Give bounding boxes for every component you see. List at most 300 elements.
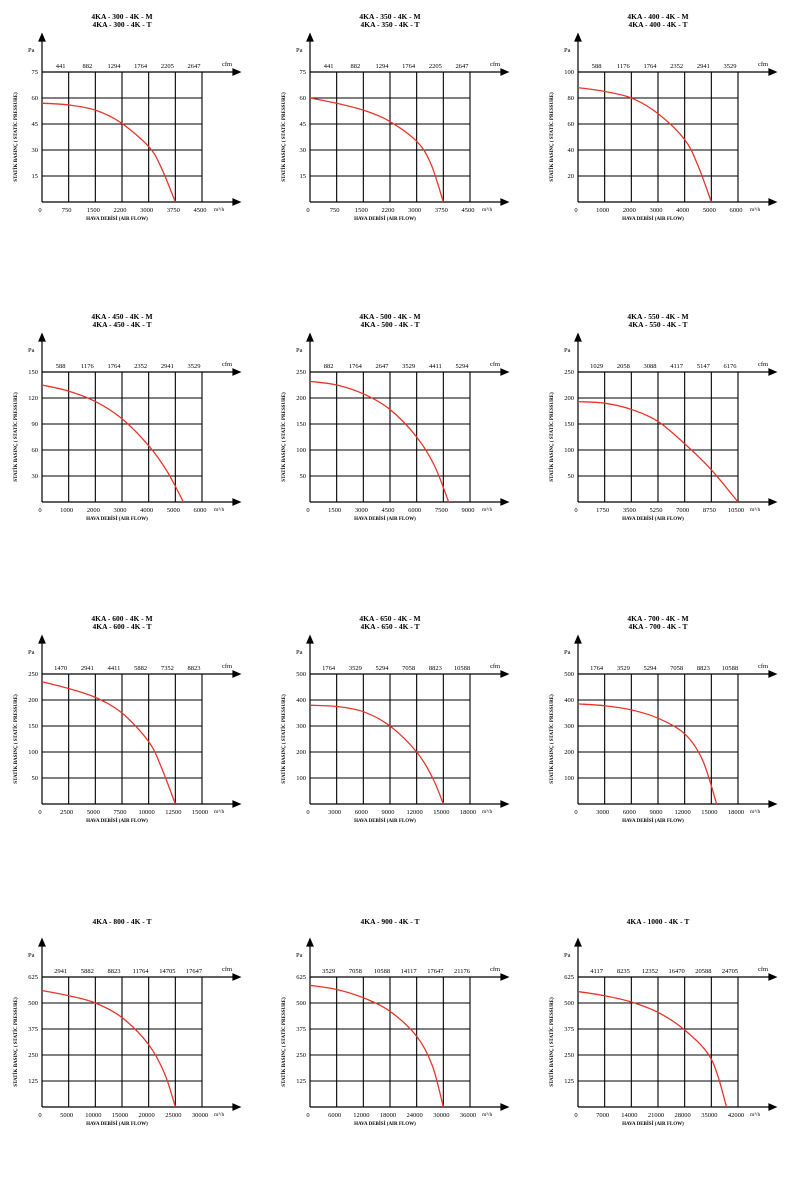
x-tick-label: 2000	[86, 507, 100, 514]
cfm-tick-label: 2647	[187, 63, 201, 70]
chart-svg	[268, 915, 536, 1140]
y-tick-label: 60	[299, 95, 306, 102]
cfm-tick-label: 4117	[670, 363, 684, 370]
fan-curve	[578, 704, 717, 804]
cfm-tick-label: 10588	[453, 665, 471, 672]
cfm-tick-label: 2058	[616, 363, 630, 370]
origin-label: 0	[306, 1112, 310, 1119]
x-tick-label: 5250	[649, 507, 663, 514]
cfm-unit-label: cfm	[222, 663, 233, 670]
cfm-axis-arrow	[769, 69, 776, 75]
y-axis-arrow	[307, 34, 313, 41]
x-tick-label: 2000	[622, 207, 636, 214]
x-axis-title: HAVA DEBİSİ (AIR FLOW)	[622, 217, 684, 222]
chart-title: 4KA - 500 - 4K - T	[360, 320, 420, 329]
chart-svg	[268, 612, 536, 837]
cfm-tick-label: 24705	[721, 968, 739, 975]
y-tick-label: 300	[564, 723, 574, 730]
cfm-tick-label: 2941	[54, 968, 68, 975]
chart-title: 4KA - 600 - 4K - M	[91, 614, 153, 623]
x-axis-title: HAVA DEBİSİ (AIR FLOW)	[354, 819, 416, 824]
x-tick-label: 24000	[406, 1112, 423, 1119]
fan-chart-5	[268, 310, 536, 593]
cfm-tick-label: 2205	[428, 63, 442, 70]
y-tick-label: 100	[296, 447, 306, 454]
x-tick-label: 3500	[622, 507, 636, 514]
cfm-tick-label: 14705	[159, 968, 176, 975]
chart-svg	[536, 310, 804, 535]
y-tick-label: 150	[28, 369, 38, 376]
chart-title: 4KA - 300 - 4K - M	[91, 12, 153, 21]
x-tick-label: 9000	[461, 507, 475, 514]
cfm-tick-label: 2647	[455, 63, 469, 70]
fan-chart-7	[0, 612, 268, 895]
x-tick-label: 12000	[674, 809, 691, 816]
chart-title: 4KA - 800 - 4K - T	[92, 917, 152, 926]
x-tick-label: 4500	[381, 507, 395, 514]
y-tick-label: 15	[31, 173, 38, 180]
cfm-tick-label: 12352	[641, 968, 659, 975]
y-tick-label: 75	[299, 69, 306, 76]
x-axis-title: HAVA DEBİSİ (AIR FLOW)	[86, 517, 148, 522]
y-axis-arrow	[575, 34, 581, 41]
x-tick-label: 4000	[140, 507, 154, 514]
cfm-tick-label: 4117	[590, 968, 604, 975]
y-tick-label: 500	[296, 671, 306, 678]
fan-curve	[42, 385, 183, 502]
cfm-tick-label: 1764	[590, 665, 604, 672]
cfm-tick-label: 882	[350, 63, 361, 70]
cfm-axis-arrow	[501, 974, 508, 980]
cfm-axis-arrow	[233, 69, 240, 75]
cfm-tick-label: 2941	[80, 665, 94, 672]
y-axis-title: STATİK BASINÇ ( STATİC PRESSURE)	[550, 92, 555, 182]
y-axis-title: STATİK BASINÇ ( STATİC PRESSURE)	[14, 392, 19, 482]
x-tick-label: 1500	[86, 207, 100, 214]
cfm-tick-label: 3529	[723, 63, 737, 70]
cfm-tick-label: 3529	[322, 968, 336, 975]
x-tick-label: 750	[329, 207, 340, 214]
cfm-tick-label: 16470	[668, 968, 685, 975]
x-tick-label: 2200	[381, 207, 395, 214]
y-tick-label: 200	[28, 697, 38, 704]
y-axis-arrow	[575, 636, 581, 643]
x-tick-label: 4000	[676, 207, 690, 214]
y-unit-label: Pa	[564, 952, 571, 959]
x-tick-label: 21000	[647, 1112, 665, 1119]
cfm-tick-label: 1470	[54, 665, 68, 672]
cfm-axis-arrow	[769, 369, 776, 375]
x-axis-title: HAVA DEBİSİ (AIR FLOW)	[354, 217, 416, 222]
x-axis-title: HAVA DEBİSİ (AIR FLOW)	[622, 1122, 684, 1127]
fan-curve	[310, 381, 449, 502]
x-tick-label: 3750	[166, 207, 180, 214]
cfm-unit-label: cfm	[490, 61, 501, 68]
cfm-tick-label: 3088	[643, 363, 657, 370]
y-tick-label: 40	[567, 147, 574, 154]
y-unit-label: Pa	[28, 649, 35, 656]
origin-label: 0	[574, 1112, 578, 1119]
x-axis-title: HAVA DEBİSİ (AIR FLOW)	[86, 1122, 148, 1127]
y-unit-label: Pa	[296, 952, 303, 959]
x-tick-label: 36000	[459, 1112, 477, 1119]
x-tick-label: 3000	[328, 809, 342, 816]
y-unit-label: Pa	[564, 649, 571, 656]
x-unit-label: m³/h	[214, 809, 225, 815]
cfm-unit-label: cfm	[758, 61, 769, 68]
cfm-tick-label: 2647	[375, 363, 389, 370]
cfm-axis-arrow	[233, 369, 240, 375]
y-axis-title: STATİK BASINÇ ( STATİC PRESSURE)	[14, 92, 19, 182]
cfm-unit-label: cfm	[758, 361, 769, 368]
y-tick-label: 400	[564, 697, 574, 704]
grid	[42, 72, 202, 202]
y-tick-label: 200	[564, 395, 574, 402]
chart-title: 4KA - 400 - 4K - T	[628, 20, 688, 29]
cfm-unit-label: cfm	[490, 361, 501, 368]
y-tick-label: 200	[296, 395, 306, 402]
x-tick-label: 15000	[701, 809, 718, 816]
x-tick-label: 6000	[328, 1112, 342, 1119]
x-unit-label: m³/h	[750, 1112, 761, 1118]
chart-svg	[0, 310, 268, 535]
x-tick-label: 3000	[113, 507, 127, 514]
x-tick-label: 4500	[461, 207, 475, 214]
y-tick-label: 150	[564, 421, 574, 428]
cfm-tick-label: 1294	[107, 63, 121, 70]
chart-svg	[536, 612, 804, 837]
chart-title: 4KA - 550 - 4K - T	[628, 320, 688, 329]
origin-label: 0	[306, 507, 310, 514]
x-unit-label: m³/h	[482, 809, 493, 815]
cfm-tick-label: 14117	[400, 968, 417, 975]
cfm-tick-label: 17647	[185, 968, 203, 975]
y-tick-label: 625	[296, 974, 306, 981]
y-unit-label: Pa	[564, 47, 571, 54]
x-axis-arrow	[769, 801, 776, 807]
origin-label: 0	[38, 507, 42, 514]
x-axis-arrow	[769, 1104, 776, 1110]
cfm-unit-label: cfm	[758, 966, 769, 973]
cfm-tick-label: 1029	[590, 363, 604, 370]
x-tick-label: 6000	[354, 809, 368, 816]
x-tick-label: 6000	[729, 207, 743, 214]
y-tick-label: 60	[567, 121, 574, 128]
x-unit-label: m³/h	[750, 507, 761, 513]
x-tick-label: 12000	[406, 809, 423, 816]
cfm-tick-label: 5882	[80, 968, 94, 975]
cfm-tick-label: 5294	[375, 665, 389, 672]
cfm-axis-arrow	[501, 69, 508, 75]
y-unit-label: Pa	[564, 347, 571, 354]
x-axis-arrow	[501, 1104, 508, 1110]
y-tick-label: 60	[31, 447, 38, 454]
x-tick-label: 5000	[702, 207, 716, 214]
x-tick-label: 6000	[622, 809, 636, 816]
y-tick-label: 200	[296, 749, 306, 756]
chart-title: 4KA - 550 - 4K - M	[627, 312, 689, 321]
cfm-tick-label: 588	[55, 363, 66, 370]
y-tick-label: 50	[299, 473, 306, 480]
chart-title: 4KA - 600 - 4K - T	[92, 622, 152, 631]
cfm-axis-arrow	[233, 671, 240, 677]
y-unit-label: Pa	[28, 347, 35, 354]
cfm-tick-label: 588	[591, 63, 602, 70]
x-tick-label: 7500	[434, 507, 448, 514]
x-tick-label: 1500	[328, 507, 342, 514]
origin-label: 0	[38, 207, 42, 214]
x-tick-label: 18000	[379, 1112, 397, 1119]
x-axis-arrow	[233, 199, 240, 205]
cfm-tick-label: 20588	[695, 968, 712, 975]
chart-title: 4KA - 300 - 4K - T	[92, 20, 152, 29]
cfm-tick-label: 1176	[616, 63, 630, 70]
x-axis-arrow	[501, 499, 508, 505]
cfm-tick-label: 1764	[348, 363, 362, 370]
x-tick-label: 35000	[701, 1112, 718, 1119]
fan-curve	[310, 705, 443, 804]
y-axis-arrow	[39, 334, 45, 341]
x-unit-label: m³/h	[214, 1112, 225, 1118]
cfm-tick-label: 5294	[455, 363, 469, 370]
x-tick-label: 3000	[354, 507, 368, 514]
y-axis-title: STATİK BASINÇ ( STATİC PRESSURE)	[550, 997, 555, 1087]
y-axis-arrow	[307, 939, 313, 946]
x-axis-title: HAVA DEBİSİ (AIR FLOW)	[86, 819, 148, 824]
y-tick-label: 90	[31, 421, 38, 428]
x-tick-label: 1500	[354, 207, 368, 214]
cfm-tick-label: 4411	[107, 665, 121, 672]
fan-chart-11	[268, 915, 536, 1198]
cfm-tick-label: 2941	[696, 63, 710, 70]
x-tick-label: 2500	[60, 809, 74, 816]
cfm-tick-label: 2205	[160, 63, 174, 70]
x-axis-arrow	[501, 801, 508, 807]
x-tick-label: 9000	[649, 809, 663, 816]
y-tick-label: 50	[31, 775, 38, 782]
x-tick-label: 30000	[433, 1112, 450, 1119]
chart-title: 4KA - 350 - 4K - T	[360, 20, 420, 29]
y-axis-arrow	[39, 34, 45, 41]
cfm-tick-label: 3529	[402, 363, 416, 370]
y-tick-label: 60	[31, 95, 38, 102]
cfm-axis-arrow	[501, 671, 508, 677]
fan-curve	[42, 991, 175, 1107]
cfm-tick-label: 882	[323, 363, 334, 370]
y-axis-arrow	[39, 939, 45, 946]
y-tick-label: 500	[28, 1000, 38, 1007]
x-axis-arrow	[233, 499, 240, 505]
chart-svg	[0, 915, 268, 1140]
fan-curve	[578, 88, 711, 202]
x-tick-label: 15000	[111, 1112, 129, 1119]
chart-svg	[0, 10, 268, 235]
y-tick-label: 100	[564, 69, 574, 76]
x-unit-label: m³/h	[482, 1112, 493, 1118]
cfm-tick-label: 11764	[132, 968, 149, 975]
cfm-tick-label: 882	[82, 63, 93, 70]
x-tick-label: 1000	[596, 207, 610, 214]
y-tick-label: 50	[567, 473, 574, 480]
cfm-tick-label: 8823	[187, 665, 201, 672]
x-tick-label: 12000	[353, 1112, 370, 1119]
x-tick-label: 4500	[193, 207, 207, 214]
cfm-tick-label: 441	[323, 63, 334, 70]
chart-title: 4KA - 450 - 4K - T	[92, 320, 152, 329]
y-unit-label: Pa	[296, 47, 303, 54]
y-axis-arrow	[39, 636, 45, 643]
y-axis-title: STATİK BASINÇ ( STATİC PRESSURE)	[14, 694, 19, 784]
y-tick-label: 100	[564, 775, 574, 782]
y-tick-label: 150	[296, 421, 306, 428]
fan-chart-1	[0, 10, 268, 293]
y-tick-label: 250	[28, 1052, 38, 1059]
x-tick-label: 10000	[138, 809, 155, 816]
x-tick-label: 15000	[191, 809, 209, 816]
cfm-axis-arrow	[769, 974, 776, 980]
cfm-tick-label: 10588	[373, 968, 391, 975]
x-tick-label: 15000	[433, 809, 450, 816]
cfm-unit-label: cfm	[222, 966, 233, 973]
origin-label: 0	[306, 809, 310, 816]
chart-title: 4KA - 650 - 4K - T	[360, 622, 420, 631]
x-axis-arrow	[769, 199, 776, 205]
chart-title: 4KA - 450 - 4K - M	[91, 312, 153, 321]
cfm-tick-label: 5294	[643, 665, 657, 672]
grid	[310, 674, 470, 804]
y-tick-label: 125	[28, 1078, 38, 1085]
fan-curve	[310, 985, 443, 1107]
chart-title: 4KA - 350 - 4K - M	[359, 12, 421, 21]
origin-label: 0	[574, 809, 578, 816]
x-tick-label: 25000	[165, 1112, 182, 1119]
chart-title: 4KA - 1000 - 4K - T	[626, 917, 690, 926]
y-tick-label: 500	[296, 1000, 306, 1007]
cfm-unit-label: cfm	[222, 61, 233, 68]
x-unit-label: m³/h	[214, 207, 225, 213]
y-tick-label: 375	[296, 1026, 306, 1033]
y-axis-arrow	[575, 939, 581, 946]
grid	[42, 977, 202, 1107]
grid	[310, 372, 470, 502]
cfm-tick-label: 6176	[723, 363, 737, 370]
y-tick-label: 45	[299, 121, 306, 128]
cfm-tick-label: 8235	[616, 968, 630, 975]
y-tick-label: 625	[28, 974, 38, 981]
fan-chart-6	[536, 310, 804, 593]
y-tick-label: 125	[564, 1078, 574, 1085]
chart-title: 4KA - 500 - 4K - M	[359, 312, 421, 321]
x-axis-title: HAVA DEBİSİ (AIR FLOW)	[86, 217, 148, 222]
y-tick-label: 150	[28, 723, 38, 730]
y-tick-label: 250	[296, 1052, 306, 1059]
chart-svg	[0, 612, 268, 837]
x-tick-label: 30000	[191, 1112, 209, 1119]
cfm-tick-label: 7058	[402, 665, 416, 672]
cfm-tick-label: 4411	[428, 363, 442, 370]
x-tick-label: 14000	[621, 1112, 638, 1119]
cfm-tick-label: 10588	[721, 665, 739, 672]
grid	[310, 977, 470, 1107]
y-tick-label: 45	[31, 121, 38, 128]
y-axis-title: STATİK BASINÇ ( STATİC PRESSURE)	[282, 392, 287, 482]
fan-chart-2	[268, 10, 536, 293]
grid	[42, 372, 202, 502]
x-tick-label: 3000	[408, 207, 422, 214]
y-tick-label: 100	[28, 749, 38, 756]
origin-label: 0	[574, 207, 578, 214]
chart-title: 4KA - 650 - 4K - M	[359, 614, 421, 623]
cfm-unit-label: cfm	[490, 663, 501, 670]
x-axis-arrow	[501, 199, 508, 205]
y-tick-label: 300	[296, 723, 306, 730]
cfm-tick-label: 1764	[322, 665, 336, 672]
origin-label: 0	[38, 1112, 42, 1119]
x-axis-title: HAVA DEBİSİ (AIR FLOW)	[622, 819, 684, 824]
x-tick-label: 3000	[140, 207, 154, 214]
chart-svg	[268, 310, 536, 535]
x-tick-label: 750	[61, 207, 72, 214]
cfm-tick-label: 1764	[402, 63, 416, 70]
y-tick-label: 15	[299, 173, 306, 180]
y-tick-label: 500	[564, 671, 574, 678]
y-tick-label: 100	[564, 447, 574, 454]
cfm-tick-label: 7058	[670, 665, 684, 672]
cfm-tick-label: 3529	[187, 363, 201, 370]
cfm-tick-label: 7058	[348, 968, 362, 975]
y-tick-label: 100	[296, 775, 306, 782]
x-tick-label: 3750	[434, 207, 448, 214]
x-tick-label: 1000	[60, 507, 74, 514]
x-tick-label: 1750	[596, 507, 610, 514]
cfm-axis-arrow	[769, 671, 776, 677]
cfm-tick-label: 8823	[696, 665, 710, 672]
x-tick-label: 7500	[113, 809, 127, 816]
x-tick-label: 3000	[649, 207, 663, 214]
x-axis-title: HAVA DEBİSİ (AIR FLOW)	[354, 1122, 416, 1127]
x-axis-title: HAVA DEBİSİ (AIR FLOW)	[354, 517, 416, 522]
cfm-tick-label: 3529	[616, 665, 630, 672]
x-tick-label: 6000	[408, 507, 422, 514]
x-tick-label: 5000	[60, 1112, 74, 1119]
y-tick-label: 200	[564, 749, 574, 756]
x-tick-label: 10000	[85, 1112, 102, 1119]
x-tick-label: 9000	[381, 809, 395, 816]
cfm-tick-label: 2352	[670, 63, 684, 70]
fan-chart-8	[268, 612, 536, 895]
x-axis-title: HAVA DEBİSİ (AIR FLOW)	[622, 517, 684, 522]
x-tick-label: 7000	[676, 507, 690, 514]
x-axis-arrow	[233, 801, 240, 807]
grid	[578, 977, 738, 1107]
y-unit-label: Pa	[296, 649, 303, 656]
grid	[310, 72, 470, 202]
x-tick-label: 18000	[727, 809, 745, 816]
y-unit-label: Pa	[28, 952, 35, 959]
origin-label: 0	[38, 809, 42, 816]
y-tick-label: 75	[31, 69, 38, 76]
x-unit-label: m³/h	[750, 809, 761, 815]
y-axis-title: STATİK BASINÇ ( STATİC PRESSURE)	[282, 92, 287, 182]
x-tick-label: 3000	[596, 809, 610, 816]
cfm-unit-label: cfm	[222, 361, 233, 368]
y-tick-label: 250	[296, 369, 306, 376]
y-tick-label: 250	[564, 1052, 574, 1059]
y-axis-arrow	[307, 636, 313, 643]
y-axis-title: STATİK BASINÇ ( STATİC PRESSURE)	[550, 392, 555, 482]
cfm-tick-label: 1294	[375, 63, 389, 70]
cfm-tick-label: 5147	[696, 363, 710, 370]
